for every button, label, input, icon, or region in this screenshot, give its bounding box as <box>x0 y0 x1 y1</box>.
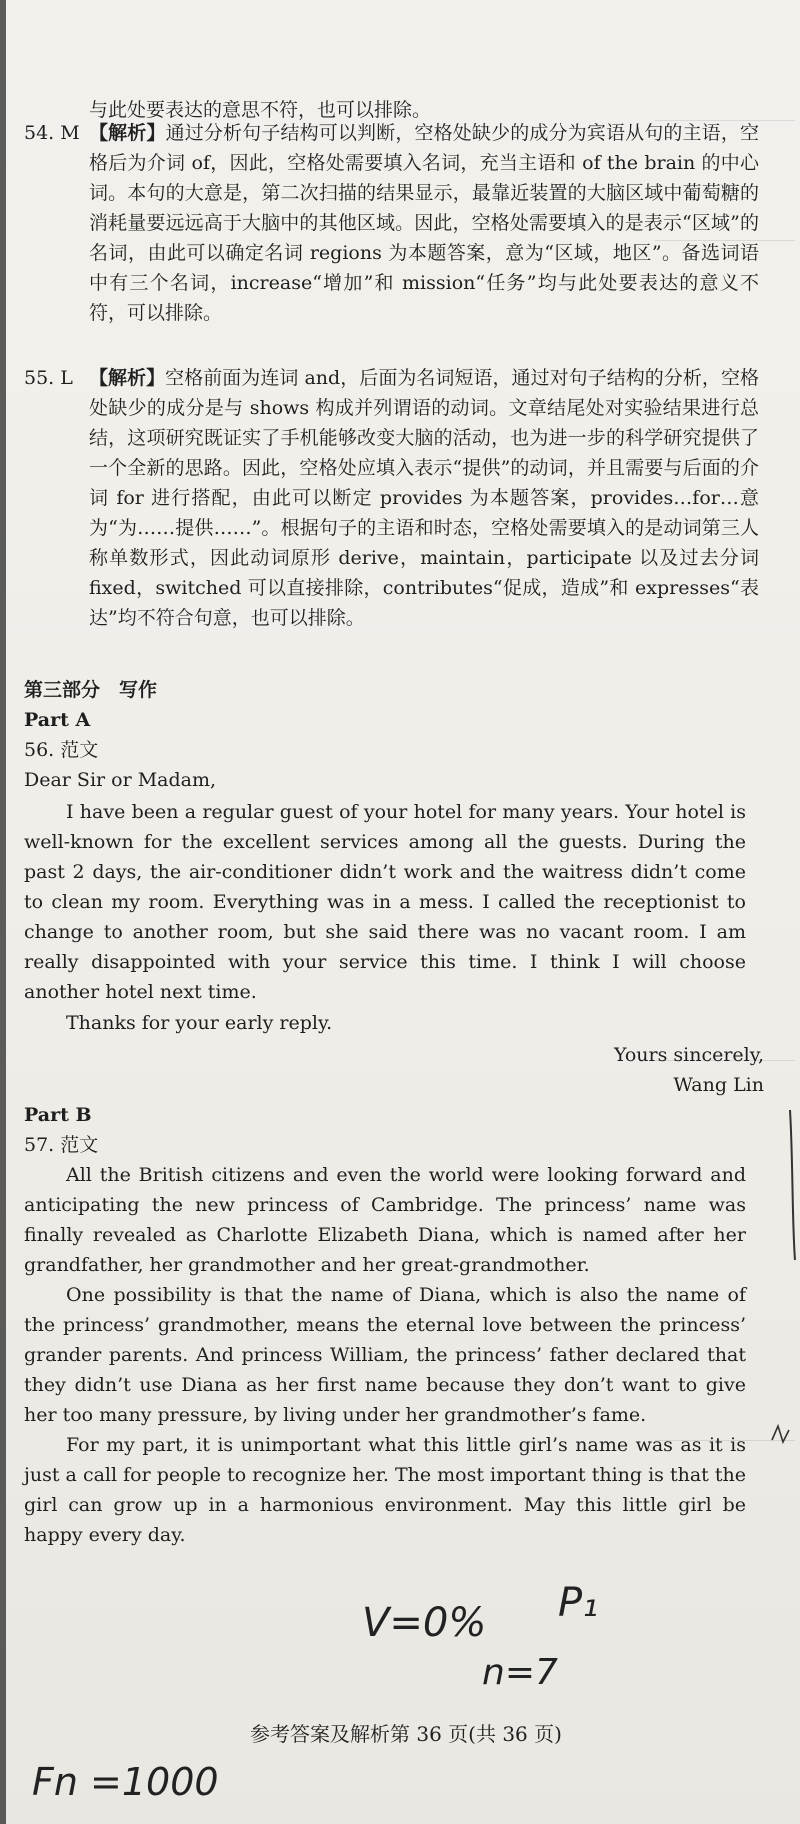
entry-text <box>89 118 759 328</box>
entry-number: 55. L <box>24 367 73 389</box>
analysis-tag: 【解析】 <box>89 367 166 389</box>
letter-closing: Yours sincerely, <box>613 1044 764 1066</box>
handwritten-fn-note: Fn =1000 <box>32 1760 219 1804</box>
handwritten-p-note: P₁ <box>558 1580 599 1626</box>
essay-paragraph-2: One possibility is that the name of Diana, which is also the name of the princess’ grandmother, means the eternal love between the princess’ grander parents. And princess William, the princess’ father declared that they didn’t use Diana as her first name because they don’t want to give her too many pressure, by living under her grandmother’s fame. <box>24 1284 746 1426</box>
handwritten-v-note: V=0% <box>362 1600 487 1646</box>
part-a-heading: Part A <box>24 709 91 731</box>
essay-paragraph-3: For my part, it is unimportant what this little girl’s name was as it is just a call for people to recognize her. The most important thing is that the girl can grow up in a harmonious environment. May this little girl be happy every day. <box>24 1434 746 1546</box>
letter-thanks: Thanks for your early reply. <box>66 1012 333 1034</box>
entry-54 <box>24 118 759 328</box>
entry-number: 54. M <box>24 122 80 144</box>
analysis-body: 通过分析句子结构可以判断，空格处缺少的成分为宾语从句的主语，空格后为介词 of，因此，空格处需要填入名词，充当主语和 of the brain 的中心词。本句的大意是，第二次扫描的结果显示，最靠近装置的大脑区域中葡萄糖的消耗量要远远高于大脑中的其他区域。因此，空格处需要填入的是表示“区域”的名词，由此可以确定名词 regions 为本题答案，意为“区域，地区”。备选词语中有三个名词，increase“增加”和 mission“任务”均与此处要表达的意义不符，可以排除。 <box>89 122 759 324</box>
page-footer: 参考答案及解析第 36 页(共 36 页) <box>250 1722 562 1746</box>
analysis-tag: 【解析】 <box>89 122 166 144</box>
margin-pen-stroke <box>790 1110 795 1260</box>
essay-paragraph-1: All the British citizens and even the world were looking forward and anticipating the new princess of Cambridge. The princess’ name was finally revealed as Charlotte Elizabeth Diana, which is named after her grandfather, her grandmother and her great-grandmother. <box>24 1164 746 1276</box>
letter-greeting: Dear Sir or Madam, <box>24 769 217 791</box>
letter-signature: Wang Lin <box>673 1074 764 1096</box>
entry-text <box>89 363 759 633</box>
continuation-text: 与此处要表达的意思不符，也可以排除。 <box>89 99 432 121</box>
letter-body: I have been a regular guest of your hotel for many years. Your hotel is well-known for the excellent services among all the guests. During the past 2 days, the air-conditioner didn’t work and the waitress didn’t come to clean my room. Everything was in a mess. I called the receptionist to change to another room, but she said there was no vacant room. I am really disappointed with your service this time. I think I will choose another hotel next time. <box>24 801 746 1003</box>
page-edge-shadow <box>0 0 6 1824</box>
q56-label: 56. 范文 <box>24 739 99 761</box>
section-title: 第三部分 写作 <box>24 679 158 701</box>
part-b-heading: Part B <box>24 1104 92 1126</box>
handwritten-n-note: n=7 <box>482 1652 558 1693</box>
analysis-body: 空格前面为连词 and，后面为名词短语，通过对句子结构的分析，空格处缺少的成分是与 shows 构成并列谓语的动词。文章结尾处对实验结果进行总结，这项研究既证实了手机能够改变大脑的活动，也为进一步的科学研究提供了一个全新的思路。因此，空格处应填入表示“提供”的动词，并且需要与后面的介词 for 进行搭配，由此可以断定 provides 为本题答案，provides…for…意为“为……提供……”。根据句子的主语和时态，空格处需要填入的是动词第三人称单数形式，因此动词原形 derive，maintain，participate 以及过去分词 fixed，switched 可以直接排除，contributes“促成，造成”和 expresses“表达”均不符合句意，也可以排除。 <box>89 367 759 629</box>
entry-55 <box>24 363 759 633</box>
q57-label: 57. 范文 <box>24 1134 99 1156</box>
